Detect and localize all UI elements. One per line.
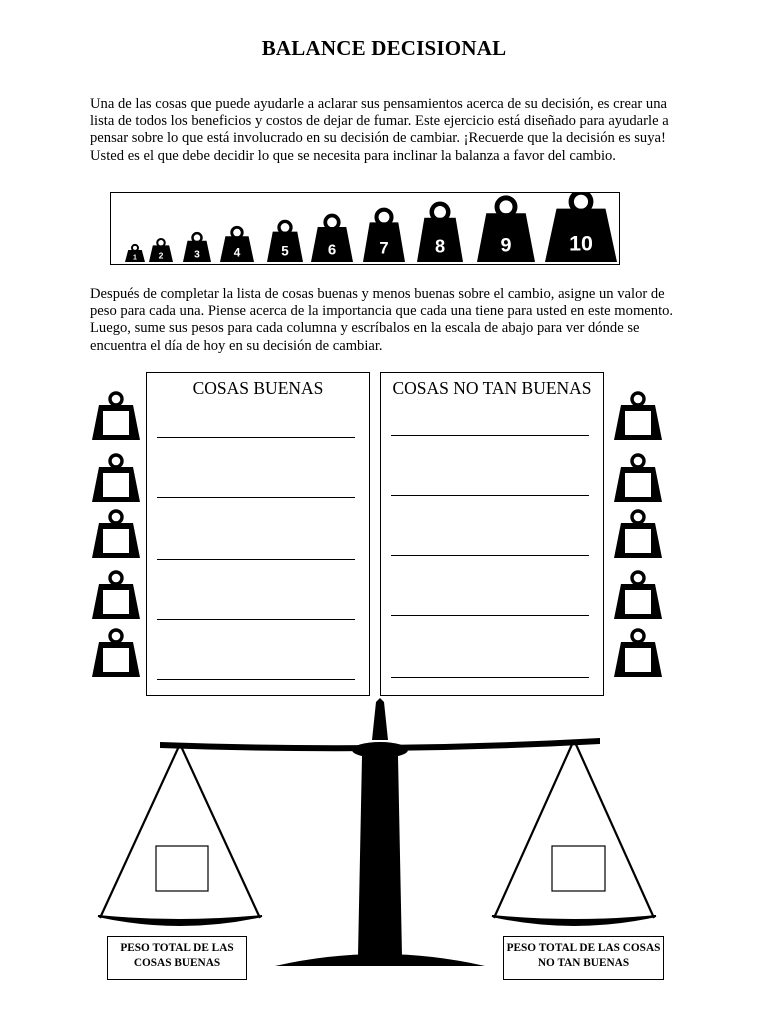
weights-strip	[110, 192, 620, 265]
good-total-blank	[156, 846, 208, 891]
weight-3-icon	[183, 233, 211, 262]
not-good-entry-line[interactable]	[391, 495, 589, 496]
weight-blank-icon[interactable]	[614, 455, 662, 502]
not-good-entry-line[interactable]	[391, 435, 589, 436]
not-good-things-heading: COSAS NO TAN BUENAS	[392, 378, 592, 398]
weight-1-icon	[125, 245, 145, 262]
weight-label: 5	[281, 243, 289, 259]
weight-blank-icon[interactable]	[92, 630, 140, 677]
weight-blank-icon[interactable]	[614, 393, 662, 440]
good-entry-line[interactable]	[157, 437, 355, 438]
weight-6-icon	[311, 216, 353, 262]
scale-spike	[372, 698, 388, 740]
good-things-heading: COSAS BUENAS	[192, 378, 324, 398]
good-entry-line[interactable]	[157, 497, 355, 498]
good-things-box	[146, 372, 370, 696]
weight-label: 6	[327, 241, 337, 259]
weight-blank-icon[interactable]	[92, 572, 140, 619]
good-entry-line[interactable]	[157, 619, 355, 620]
good-weights-column	[90, 386, 142, 686]
weight-label: 3	[194, 249, 200, 261]
not-good-total-label: PESO TOTAL DE LAS COSAS NO TAN BUENAS	[503, 936, 664, 980]
good-total-label: PESO TOTAL DE LAS COSAS BUENAS	[107, 936, 247, 980]
weight-blank-icon[interactable]	[614, 572, 662, 619]
weights-scale-graphic	[111, 193, 621, 266]
right-pan	[492, 916, 656, 925]
good-entry-line[interactable]	[157, 559, 355, 560]
weight-blank-icon[interactable]	[92, 511, 140, 558]
good-entry-line[interactable]	[157, 679, 355, 680]
weight-label: 9	[500, 234, 512, 257]
weight-label: 1	[133, 254, 137, 262]
weight-2-icon	[149, 239, 173, 262]
weight-label: 10	[569, 231, 593, 256]
weight-label: 2	[158, 250, 164, 261]
weight-blank-icon[interactable]	[92, 455, 140, 502]
instructions-paragraph: Después de completar la lista de cosas buenas y menos buenas sobre el cambio, asigne un valor de peso para cada una. Piense acerca de la importancia que cada una tiene para usted en este momento. Luego, sume sus pesos para cada columna y escríbalos en la escala de abajo para ver dónde se encuentra el día de hoy en su decisión de cambiar.	[90, 286, 674, 354]
weight-8-icon	[417, 204, 463, 262]
weight-4-icon	[220, 227, 254, 262]
weight-blank-icon[interactable]	[614, 511, 662, 558]
balance-scale-graphic	[90, 698, 680, 970]
left-pan-string	[100, 744, 180, 918]
not-good-entry-line[interactable]	[391, 615, 589, 616]
not-good-entry-line[interactable]	[391, 677, 589, 678]
weight-blank-icons-right	[612, 386, 664, 686]
weight-blank-icons-left	[90, 386, 142, 686]
left-pan	[98, 916, 262, 925]
weight-label: 7	[379, 238, 389, 258]
not-good-entry-line[interactable]	[391, 555, 589, 556]
not-good-total-blank	[552, 846, 605, 891]
not-good-weights-column	[612, 386, 664, 686]
weight-9-icon	[477, 198, 535, 262]
weight-label: 4	[233, 245, 241, 260]
scale-post	[358, 756, 402, 956]
weight-label: 8	[434, 236, 446, 257]
weight-7-icon	[363, 210, 405, 262]
page-title: BALANCE DECISIONAL	[261, 36, 507, 60]
left-pan-string	[180, 744, 260, 918]
weight-5-icon	[267, 221, 303, 262]
not-good-things-box	[380, 372, 604, 696]
weight-blank-icon[interactable]	[92, 393, 140, 440]
intro-paragraph: Una de las cosas que puede ayudarle a aclarar sus pensamientos acerca de su decisión, es crear una lista de todos los beneficios y costos de dejar de fumar. Este ejercicio está diseñado para ayudarle a pensar sobre lo que está involucrado en su decisión de cambiar. ¡Recuerde que la decisión es suya! Usted es el que debe decidir lo que se necesita para inclinar la balanza a favor del cambio.	[90, 96, 669, 164]
weight-10-icon	[545, 193, 617, 262]
weight-blank-icon[interactable]	[614, 630, 662, 677]
